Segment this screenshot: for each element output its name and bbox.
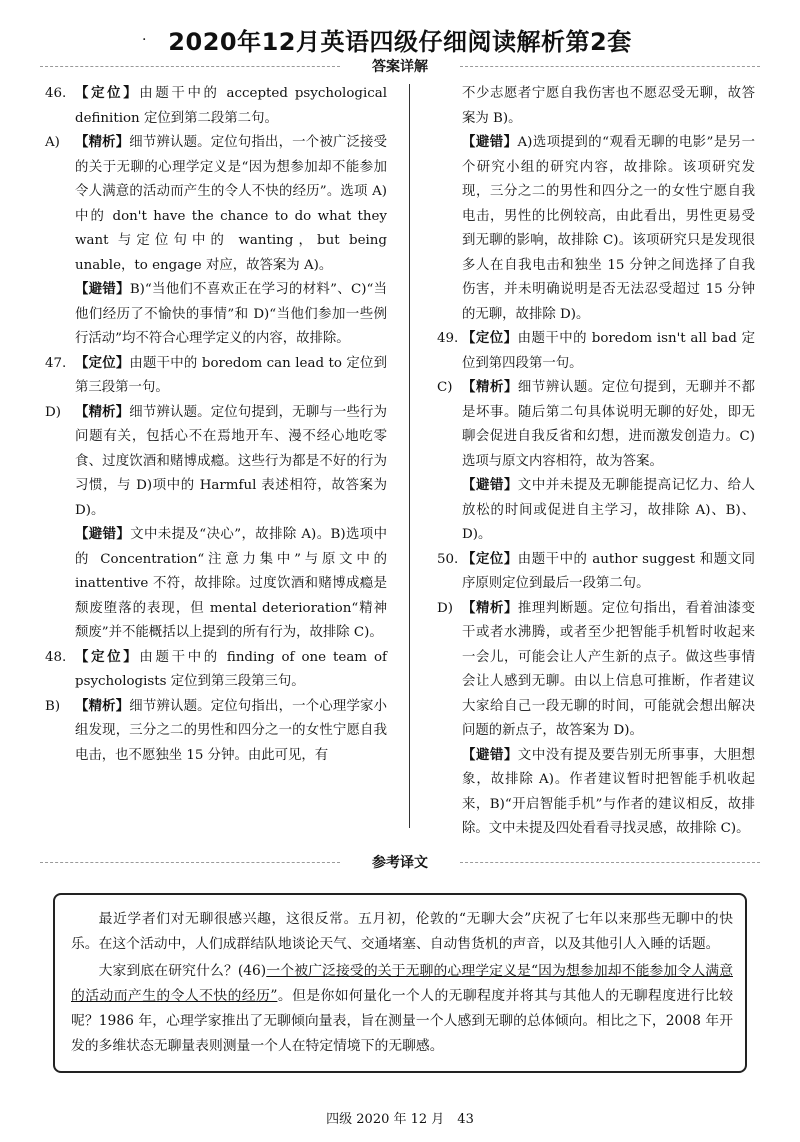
locate-text: 由题干中的 finding of one team of psychologists 定位到第三段第三句。 (75, 649, 387, 689)
q48-avoid (437, 131, 755, 327)
question-number: 46. (45, 86, 67, 101)
analysis-tag: 【精析】 (75, 135, 130, 150)
avoid-tag: 【避错】 (462, 478, 518, 493)
q50-avoid (437, 744, 755, 842)
q46-locate (45, 82, 387, 131)
translation-paragraph-2 (71, 959, 733, 1059)
translation-paragraph-1: 最近学者们对无聊很感兴趣，这很反常。五月初，伦敦的“无聊大会”庆祝了七年以来那些无聊中的快乐。在这个活动中，人们成群结队地谈论天气、交通堵塞、自动售货机的声音，以及其他引人入睡的话题。 (71, 911, 733, 952)
locate-text: 由题干中的 accepted psychological definition 定位到第二段第二句。 (75, 86, 388, 126)
column-divider (409, 84, 410, 828)
locate-text: 由题干中的 boredom isn't all bad 定位到第四段第一句。 (462, 331, 755, 371)
q47-analysis (45, 401, 387, 524)
page-title: 2020年12月英语四级仔细阅读解析第2套 (168, 28, 632, 56)
q47-locate (45, 352, 387, 401)
q46-avoid (45, 278, 387, 352)
right-column (437, 82, 755, 842)
translation-box (53, 893, 747, 1073)
translation-text: 。但是你如何量化一个人的无聊程度并将其与其他人的无聊程度进行比较呢？1986 年，心理学家推出了无聊倾向量表，旨在测量一个人感到无聊的总体倾向。相比之下，2008 年开发的多维状态无聊量表则测量一个人在特定情境下的无聊感。 (71, 988, 733, 1054)
answer-letter: D) (437, 600, 453, 616)
locate-text: 由题干中的 boredom can lead to 定位到第三段第一句。 (75, 355, 387, 395)
q46-analysis (45, 131, 387, 278)
avoid-text: 文中并未提及无聊能提高记忆力、给人放松的时间或促进自主学习，故排除 A)、B)、D)。 (462, 478, 755, 542)
section-title: 参考译文 (372, 855, 428, 871)
avoid-text: B)“当他们不喜欢正在学习的材料”、C)“当他们经历了不愉快的事情”和 D)“当他们参加一些例行活动”均不符合心理学定义的内容，故排除。 (75, 282, 388, 346)
q48-locate (45, 646, 387, 695)
answer-letter: B) (45, 698, 61, 714)
question-number: 49. (437, 331, 459, 346)
locate-tag: 【定位】 (462, 551, 518, 567)
analysis-tag: 【精析】 (75, 404, 130, 420)
q49-locate (437, 327, 755, 376)
locate-tag: 【定位】 (75, 649, 140, 665)
page-footer: 四级 2020 年 12 月 43 (326, 1112, 474, 1127)
locate-tag: 【定位】 (75, 86, 140, 101)
q50-analysis (437, 597, 755, 744)
underlined-definition: 一个被广泛接受的关于无聊的心理学定义是“因为想参加却不能参加令人满意的活动而产生的令人不快的经历” (71, 963, 733, 1004)
question-number: 50. (437, 551, 459, 567)
avoid-tag: 【避错】 (462, 135, 518, 150)
avoid-text: 文中未提及“决心”，故排除 A)。B)选项中的 Concentration“注意力集中”与原文中的 inattentive 不符，故排除。过度饮酒和赌博成瘾是颓废堕落的表现，但 mental deterioration“精神颓废”并不能概括以上提到的所有行为，故排除 C)。 (75, 527, 388, 640)
answer-letter: C) (437, 380, 453, 395)
q49-avoid (437, 474, 755, 548)
q47-avoid (45, 523, 387, 646)
analysis-text: 细节辨认题。定位句提到，无聊与一些行为问题有关，包括心不在焉地开车、漫不经心地吃零食、过度饮酒和赌博成瘾。这些行为都是不好的行为习惯，与 D)项中的 Harmful 表述相符，故答案为 D)。 (75, 404, 388, 518)
avoid-text: A)选项提到的“观看无聊的电影”是另一个研究小组的研究内容，故排除。该项研究发现，三分之二的男性和四分之一的女性宁愿自我电击，男性的比例较高，由此看出，男性更易受到无聊的影响，故排除 C)。该项研究只是发现很多人在自我电击和独坐 15 分钟之间选择了自我伤害，并未明确说明是否无法忍受超过 15 分钟的无聊，故排除 D)。 (462, 135, 755, 322)
left-column (45, 82, 387, 768)
analysis-text: 细节辨认题。定位句指出，一个被广泛接受的关于无聊的心理学定义是“因为想参加却不能参加令人满意的活动而产生的令人不快的经历”。选项 A)中的 don't have the chance to do what they want 与定位句中的 wanting，but being unable，to engage 对应，故答案为 A)。 (75, 135, 388, 273)
scan-dot: · (142, 32, 147, 48)
locate-tag: 【定位】 (75, 355, 130, 371)
q49-analysis (437, 376, 755, 474)
analysis-text: 细节辨认题。定位句指出，一个心理学家小组发现，三分之二的男性和四分之一的女性宁愿自我电击，也不愿独坐 15 分钟。由此可见，有 (75, 698, 388, 763)
translation-text: 大家到底在研究什么？(46) (98, 963, 267, 979)
locate-text: 由题干中的 author suggest 和题文同序原则定位到最后一段第二句。 (462, 551, 755, 591)
section-title: 答案详解 (372, 59, 428, 75)
analysis-tag: 【精析】 (462, 600, 518, 616)
analysis-tag: 【精析】 (462, 380, 518, 395)
analysis-tag: 【精析】 (75, 698, 130, 714)
q50-locate (437, 548, 755, 597)
answer-section-header (40, 57, 760, 75)
q48-analysis-cont: 不少志愿者宁愿自我伤害也不愿忍受无聊，故答案为 B)。 (462, 86, 755, 126)
analysis-text: 推理判断题。定位句指出，看着油漆变干或者水沸腾，或者至少把智能手机暂时收起来一会儿，可能会让人产生新的点子。做这些事情会让人感到无聊。由以上信息可推断，作者建议大家给自己一段无聊的时间，可能就会想出解决问题的新点子，故答案为 D)。 (462, 600, 755, 738)
question-number: 47. (45, 355, 67, 371)
question-number: 48. (45, 649, 67, 665)
answer-letter: D) (45, 404, 61, 420)
q48-analysis (45, 695, 387, 769)
translation-section-header (40, 853, 760, 871)
locate-tag: 【定位】 (462, 331, 518, 346)
avoid-tag: 【避错】 (75, 527, 131, 542)
analysis-text: 细节辨认题。定位句提到，无聊并不都是坏事。随后第二句具体说明无聊的好处，即无聊会促进自我反省和幻想，进而激发创造力。C)选项与原文内容相符，故为答案。 (462, 380, 755, 469)
avoid-tag: 【避错】 (462, 747, 518, 763)
answer-letter: A) (45, 135, 60, 150)
avoid-text: 文中没有提及要告别无所事事，大胆想象，故排除 A)。作者建议暂时把智能手机收起来，B)“开启智能手机”与作者的建议相反，故排除。文中未提及四处看看寻找灵感，故排除 C)。 (462, 747, 755, 836)
avoid-tag: 【避错】 (75, 282, 130, 297)
